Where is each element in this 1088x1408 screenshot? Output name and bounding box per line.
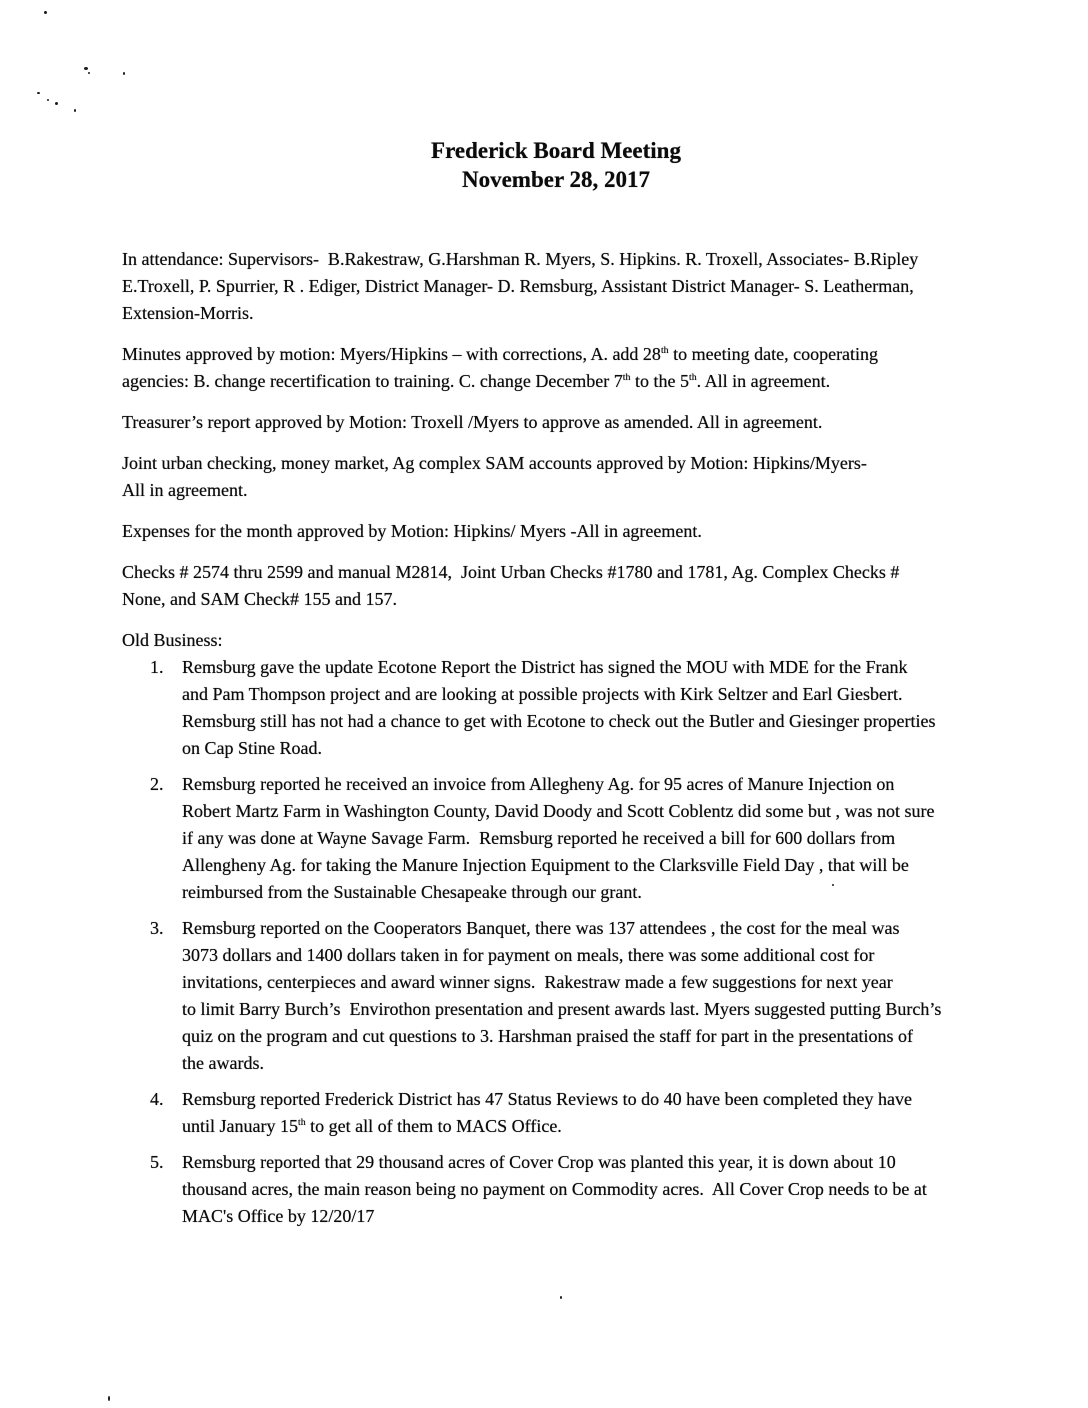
text-line: and Pam Thompson project and are looking at possible projects with Kirk Seltzer and Earl Giesbert. (182, 684, 903, 704)
paragraph-attendance (122, 246, 990, 327)
list-number: 4. (150, 1089, 164, 1109)
superscript-th: th (660, 345, 669, 356)
text-segment: to the 5 (630, 371, 689, 391)
page-date: November 28, 2017 (461, 167, 651, 192)
document-content (122, 0, 990, 1239)
list-number: 3. (150, 918, 164, 938)
text-line: Allengheny Ag. for taking the Manure Injection Equipment to the Clarksville Field Day , that will be (182, 855, 909, 875)
list-item-1 (122, 654, 990, 762)
superscript-th: th (622, 372, 631, 383)
text-line (122, 368, 990, 395)
text-line: Checks # 2574 thru 2599 and manual M2814, Joint Urban Checks #1780 and 1781, Ag. Complex Checks # (122, 562, 900, 582)
text-line: Treasurer’s report approved by Motion: Troxell /Myers to approve as amended. All in agreement. (122, 412, 823, 432)
text-segment: . All in agreement. (696, 371, 831, 391)
text-line: Joint urban checking, money market, Ag complex SAM accounts approved by Motion: Hipkins/Myers- (122, 453, 867, 473)
text-line: E.Troxell, P. Spurrier, R . Ediger, District Manager- D. Remsburg, Assistant District Manager- S. Leatherman, (122, 276, 914, 296)
section-heading: Old Business: (122, 630, 223, 650)
list-item-3 (122, 915, 990, 1077)
list-number: 5. (150, 1152, 164, 1172)
text-line (122, 341, 990, 368)
paragraph-treasurer-report (122, 409, 990, 436)
list-number: 2. (150, 774, 164, 794)
paragraph-checks (122, 559, 990, 613)
text-line: Remsburg reported on the Cooperators Banquet, there was 137 attendees , the cost for the meal was (182, 918, 900, 938)
text-line: 3073 dollars and 1400 dollars taken in for payment on meals, there was some additional cost for (182, 945, 875, 965)
text-line: if any was done at Wayne Savage Farm. Remsburg reported he received a bill for 600 dollars from (182, 828, 896, 848)
text-segment: until January 15 (182, 1116, 298, 1136)
scan-speckle (108, 1396, 110, 1401)
text-line: MAC's Office by 12/20/17 (182, 1206, 375, 1226)
text-line: quiz on the program and cut questions to 3. Harshman praised the staff for part in the presentations of (182, 1026, 913, 1046)
list-item-5 (122, 1149, 990, 1230)
text-line: Remsburg reported Frederick District has 47 Status Reviews to do 40 have been completed they have (182, 1089, 912, 1109)
text-line: to limit Barry Burch’s Envirothon presentation and present awards last. Myers suggested putting Burch’s (182, 999, 942, 1019)
scan-speckle (44, 11, 47, 14)
text-line: None, and SAM Check# 155 and 157. (122, 589, 397, 609)
text-line (182, 1113, 990, 1140)
superscript-th: th (688, 372, 697, 383)
list-item-2 (122, 771, 990, 906)
text-line: Extension-Morris. (122, 303, 254, 323)
scan-speckle (37, 92, 40, 94)
old-business-heading (122, 627, 990, 654)
text-line: Expenses for the month approved by Motion: Hipkins/ Myers -All in agreement. (122, 521, 702, 541)
list-number: 1. (150, 657, 164, 677)
text-segment: agencies: B. change recertification to training. C. change December 7 (122, 371, 623, 391)
paragraph-accounts-approval (122, 450, 990, 504)
text-segment: Minutes approved by motion: Myers/Hipkins – with corrections, A. add 28 (122, 344, 661, 364)
text-line: Remsburg gave the update Ecotone Report the District has signed the MOU with MDE for the Frank (182, 657, 908, 677)
text-line: Remsburg still has not had a chance to get with Ecotone to check out the Butler and Giesinger properties (182, 711, 936, 731)
scan-speckle (560, 1296, 562, 1299)
text-line: the awards. (182, 1053, 264, 1073)
paragraph-expenses (122, 518, 990, 545)
text-line: invitations, centerpieces and award winner signs. Rakestraw made a few suggestions for next year (182, 972, 893, 992)
document-title-block (122, 136, 990, 194)
superscript-th: th (297, 1117, 306, 1128)
text-line: thousand acres, the main reason being no payment on Commodity acres. All Cover Crop needs to be at (182, 1179, 927, 1199)
scan-speckle (88, 72, 90, 74)
text-line: Remsburg reported he received an invoice from Allegheny Ag. for 95 acres of Manure Injection on (182, 774, 895, 794)
text-segment: to meeting date, cooperating (668, 344, 879, 364)
text-line: All in agreement. (122, 480, 248, 500)
scan-speckle (55, 102, 58, 105)
paragraph-minutes-approval (122, 341, 990, 395)
text-line: Robert Martz Farm in Washington County, David Doody and Scott Coblentz did some but , was not sure (182, 801, 935, 821)
text-line: reimbursed from the Sustainable Chesapeake through our grant. (182, 882, 642, 902)
text-line: on Cap Stine Road. (182, 738, 322, 758)
scan-speckle (84, 67, 88, 70)
old-business-list (122, 654, 990, 1230)
text-line: Remsburg reported that 29 thousand acres of Cover Crop was planted this year, it is down about 10 (182, 1152, 896, 1172)
document-body (122, 246, 990, 1230)
page-title: Frederick Board Meeting (431, 138, 681, 163)
list-item-4 (122, 1086, 990, 1140)
text-line: In attendance: Supervisors- B.Rakestraw, G.Harshman R. Myers, S. Hipkins. R. Troxell, Associates- B.Ripley (122, 249, 919, 269)
scan-speckle (74, 109, 76, 112)
scan-speckle (47, 99, 49, 101)
text-segment: to get all of them to MACS Office. (305, 1116, 562, 1136)
